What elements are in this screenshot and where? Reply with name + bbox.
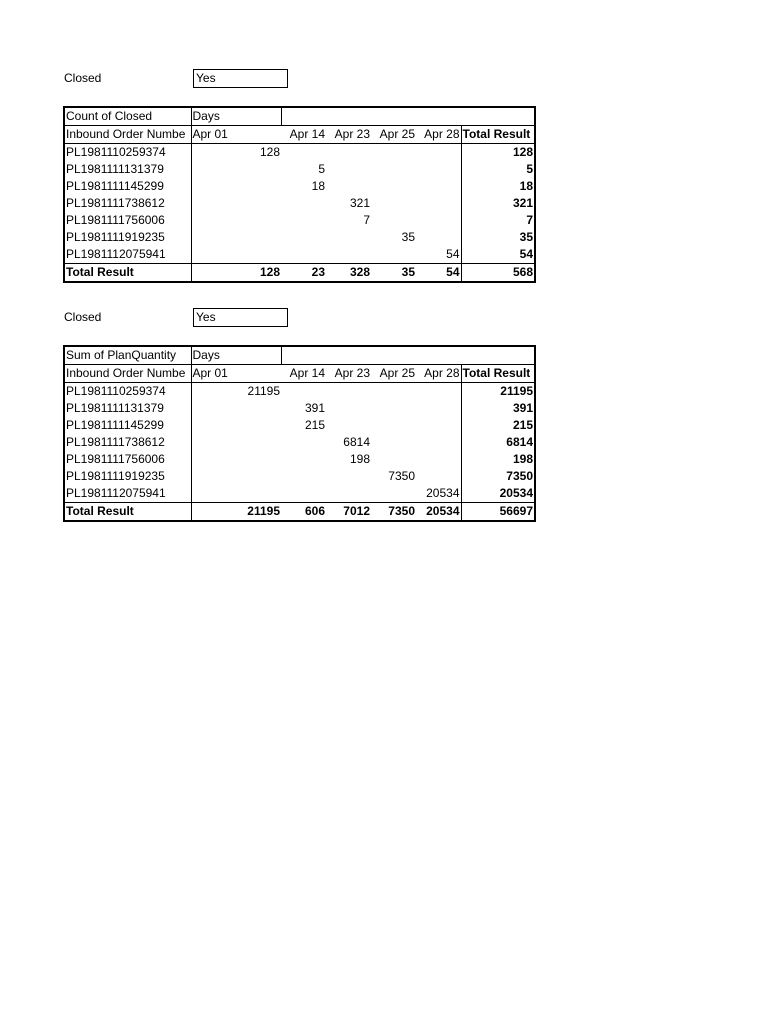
column-header-total: Total Result (461, 126, 535, 144)
total-row-label: Total Result (64, 264, 191, 283)
row-total: 128 (461, 144, 535, 162)
pivot-table-count-closed (63, 106, 536, 283)
table-row (64, 417, 535, 434)
cell (326, 383, 371, 401)
cell (326, 485, 371, 503)
table-row (64, 434, 535, 451)
cell (371, 485, 416, 503)
cell: 215 (304, 418, 325, 432)
total-cell: 606 (281, 503, 326, 522)
cell (416, 212, 461, 229)
cell (281, 229, 326, 246)
cell (191, 434, 281, 451)
cell (326, 161, 371, 178)
column-header: Apr 23 (326, 365, 371, 383)
total-cell: 23 (281, 264, 326, 283)
cell (281, 144, 326, 162)
row-field-header[interactable]: Inbound Order Numbe (64, 126, 191, 144)
cell (326, 144, 371, 162)
row-total: 21195 (461, 383, 535, 401)
column-header: Apr 25 (371, 126, 416, 144)
cell (371, 246, 416, 264)
total-row (64, 264, 535, 283)
cell (416, 229, 461, 246)
row-id: PL1981111738612 (64, 434, 191, 451)
cell (371, 434, 416, 451)
table-row (64, 468, 535, 485)
cell (326, 229, 371, 246)
cell (371, 195, 416, 212)
cell (371, 161, 416, 178)
column-header: Apr 23 (326, 126, 371, 144)
cell: 321 (349, 196, 370, 210)
table-row (64, 451, 535, 468)
cell (416, 417, 461, 434)
row-id: PL1981111131379 (64, 400, 191, 417)
row-id: PL1981111756006 (64, 451, 191, 468)
cell (281, 468, 326, 485)
row-total: 54 (461, 246, 535, 264)
cell (191, 195, 281, 212)
row-total: 198 (461, 451, 535, 468)
column-header: Apr 28 (416, 126, 461, 144)
row-total: 321 (461, 195, 535, 212)
row-total: 7 (461, 212, 535, 229)
cell (416, 400, 461, 417)
cell (416, 195, 461, 212)
cell (281, 383, 326, 401)
cell: 391 (304, 401, 325, 415)
days-field-header[interactable]: Days (191, 107, 281, 126)
cell (281, 485, 326, 503)
cell (416, 144, 461, 162)
row-id: PL1981111738612 (64, 195, 191, 212)
grand-total: 56697 (461, 503, 535, 522)
filter-value-dropdown[interactable]: Yes (193, 69, 288, 88)
pivot-corner-label: Sum of PlanQuantity (64, 346, 191, 365)
cell (191, 417, 281, 434)
column-header: Apr 14 (281, 365, 326, 383)
cell (191, 178, 281, 195)
row-field-header[interactable]: Inbound Order Numbe (64, 365, 191, 383)
days-field-header[interactable]: Days (191, 346, 281, 365)
total-cell: 21195 (191, 503, 281, 522)
table-row (64, 144, 535, 162)
cell (416, 383, 461, 401)
row-id: PL1981111131379 (64, 161, 191, 178)
cell (281, 434, 326, 451)
cell (191, 246, 281, 264)
total-cell: 7012 (326, 503, 371, 522)
cell (326, 417, 371, 434)
cell: 35 (401, 230, 415, 244)
row-total: 5 (461, 161, 535, 178)
row-total: 18 (461, 178, 535, 195)
cell (326, 178, 371, 195)
table-row (64, 485, 535, 503)
row-id: PL1981112075941 (64, 485, 191, 503)
row-id: PL1981111145299 (64, 417, 191, 434)
cell (191, 212, 281, 229)
cell (371, 451, 416, 468)
cell (416, 451, 461, 468)
filter-closed-2 (63, 308, 287, 328)
filter-closed-1 (63, 69, 287, 89)
row-id: PL1981110259374 (64, 144, 191, 162)
cell (281, 246, 326, 264)
cell (326, 400, 371, 417)
cell: 198 (349, 452, 370, 466)
row-total: 6814 (461, 434, 535, 451)
row-id: PL1981112075941 (64, 246, 191, 264)
row-total: 391 (461, 400, 535, 417)
total-cell: 54 (416, 264, 461, 283)
cell (326, 246, 371, 264)
cell (371, 417, 416, 434)
cell: 7 (363, 213, 370, 227)
filter-label: Closed (64, 310, 102, 324)
row-id: PL1981111919235 (64, 468, 191, 485)
cell (371, 212, 416, 229)
row-total: 35 (461, 229, 535, 246)
table-row (64, 400, 535, 417)
table-row (64, 229, 535, 246)
cell (371, 383, 416, 401)
total-cell: 35 (371, 264, 416, 283)
table-row (64, 212, 535, 229)
column-header-total: Total Result (461, 365, 535, 383)
pivot-corner-label: Count of Closed (64, 107, 191, 126)
row-id: PL1981110259374 (64, 383, 191, 401)
table-row (64, 246, 535, 264)
cell: 6814 (343, 435, 370, 449)
column-header: Apr 14 (281, 126, 326, 144)
total-cell: 128 (191, 264, 281, 283)
cell (416, 161, 461, 178)
cell (281, 195, 326, 212)
cell (416, 468, 461, 485)
total-row-label: Total Result (64, 503, 191, 522)
total-cell: 7350 (371, 503, 416, 522)
grand-total: 568 (461, 264, 535, 283)
cell: 54 (446, 247, 460, 261)
table-row (64, 178, 535, 195)
total-row (64, 503, 535, 522)
filter-value-dropdown[interactable]: Yes (193, 308, 288, 327)
cell (281, 451, 326, 468)
cell (191, 400, 281, 417)
cell: 20534 (426, 486, 460, 500)
row-total: 7350 (461, 468, 535, 485)
cell: 21195 (191, 383, 281, 401)
table-row (64, 383, 535, 401)
row-total: 215 (461, 417, 535, 434)
cell (416, 178, 461, 195)
cell (191, 161, 281, 178)
cell (191, 451, 281, 468)
total-cell: 328 (326, 264, 371, 283)
row-total: 20534 (461, 485, 535, 503)
row-id: PL1981111756006 (64, 212, 191, 229)
row-id: PL1981111919235 (64, 229, 191, 246)
cell (191, 468, 281, 485)
pivot-table-sum-planquantity (63, 345, 536, 522)
cell (281, 212, 326, 229)
column-header: Apr 01 (191, 126, 281, 144)
filter-label: Closed (64, 71, 102, 85)
column-header: Apr 28 (416, 365, 461, 383)
table-row (64, 161, 535, 178)
cell (326, 468, 371, 485)
cell: 7350 (388, 469, 415, 483)
column-header: Apr 01 (191, 365, 281, 383)
column-header: Apr 25 (371, 365, 416, 383)
total-cell: 20534 (416, 503, 461, 522)
table-row (64, 195, 535, 212)
cell: 128 (191, 144, 281, 162)
cell (371, 144, 416, 162)
cell: 18 (311, 179, 325, 193)
cell (191, 485, 281, 503)
row-id: PL1981111145299 (64, 178, 191, 195)
cell (371, 178, 416, 195)
cell (371, 400, 416, 417)
cell: 5 (318, 162, 325, 176)
cell (416, 434, 461, 451)
cell (191, 229, 281, 246)
